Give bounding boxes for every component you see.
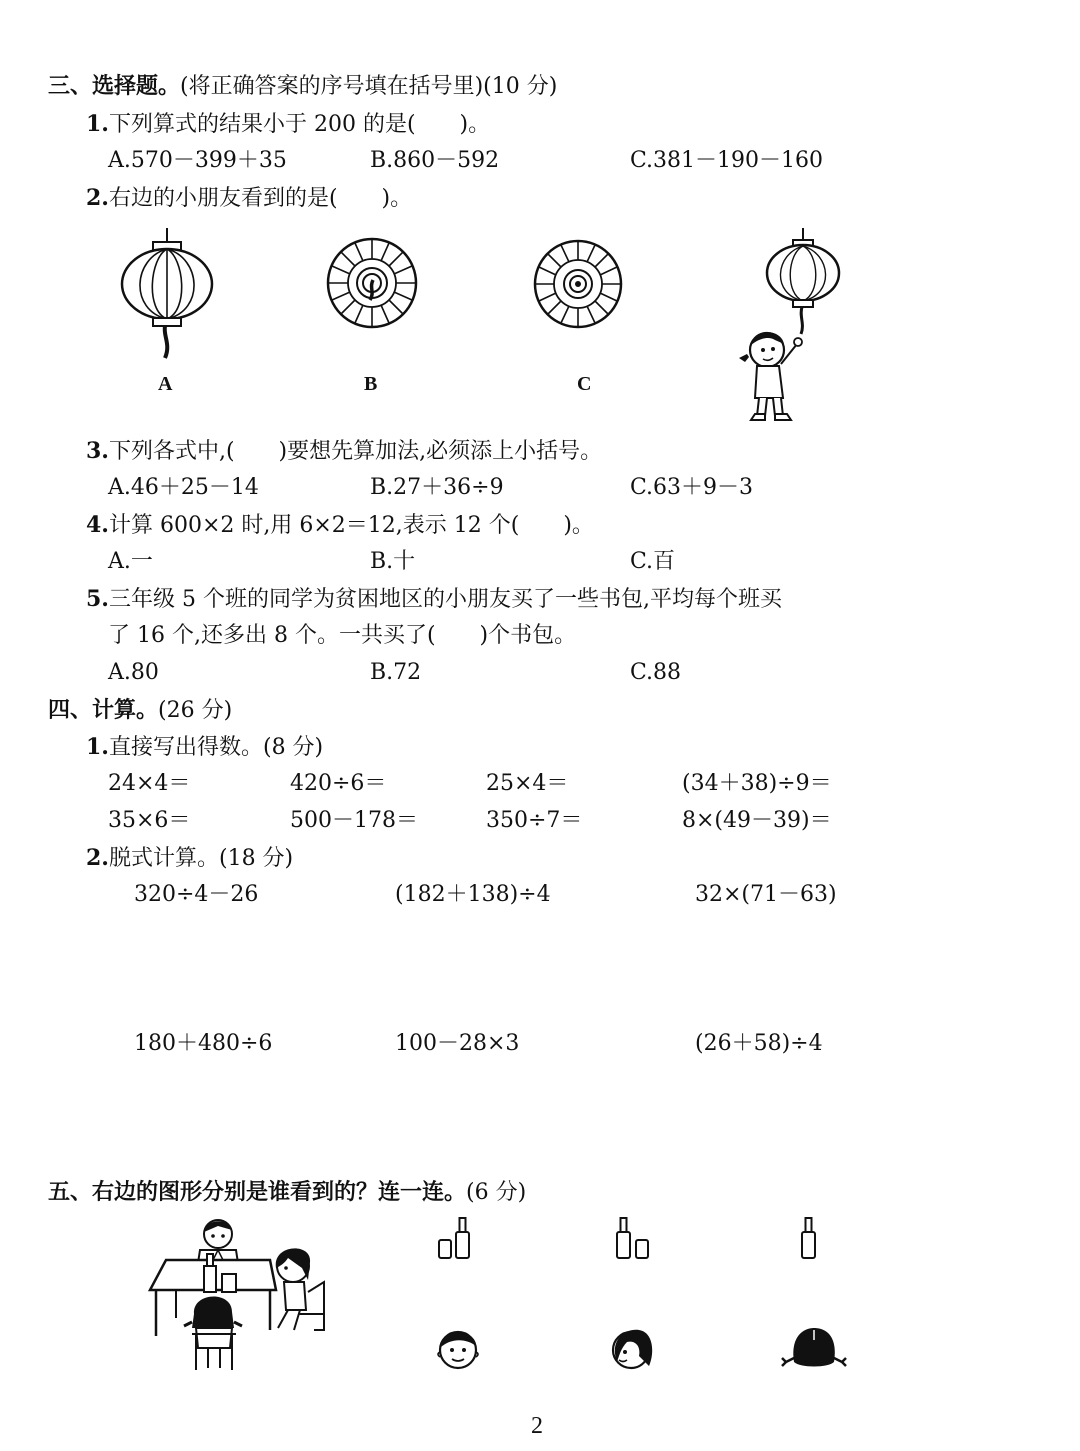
section5-score: (6 分) [466, 1180, 527, 1205]
stepwise-calc-3: 32×(71－63) [695, 882, 837, 907]
oral-calc-5: 35×6＝ [108, 808, 191, 833]
stepwise-calc-6: (26＋58)÷4 [695, 1031, 823, 1056]
q5-option-a[interactable]: A.80 [108, 660, 159, 685]
oral-calc-2: 420÷6＝ [290, 771, 387, 796]
table-scene-illustration [148, 1218, 328, 1373]
section4-score: (26 分) [158, 698, 233, 723]
girl-side-face-icon[interactable] [609, 1326, 655, 1372]
oral-calc-4: (34＋38)÷9＝ [682, 771, 832, 796]
part1-title: 直接写出得数。 [108, 735, 263, 760]
lantern-top-view-icon[interactable] [532, 238, 624, 330]
q1-option-b[interactable]: B.860－592 [370, 148, 500, 173]
stepwise-calc-2: (182＋138)÷4 [395, 882, 551, 907]
option-a-label: A [158, 373, 173, 395]
boy-face-icon[interactable] [436, 1326, 480, 1372]
question-4 [86, 511, 594, 540]
q5-option-b[interactable]: B.72 [370, 660, 422, 685]
question-3-text: 下列各式中,( )要想先算加法,必须添上小括号。 [108, 439, 603, 464]
q3-option-a[interactable]: A.46＋25－14 [108, 475, 259, 500]
oral-calc-8: 8×(49－39)＝ [682, 808, 832, 833]
oral-calc-3: 25×4＝ [486, 771, 569, 796]
stepwise-calc-4: 180＋480÷6 [134, 1031, 273, 1056]
question-5-line1: 三年级 5 个班的同学为贫困地区的小朋友买了一些书包,平均每个班买 [108, 587, 782, 612]
question-1-text: 下列算式的结果小于 200 的是( )。 [108, 112, 491, 137]
part1-number: 1. [86, 734, 109, 760]
option-b-label: B [364, 373, 378, 395]
section5-title: 五、右边的图形分别是谁看到的？连一连。 [48, 1179, 467, 1205]
oral-calc-1: 24×4＝ [108, 771, 191, 796]
q1-option-c[interactable]: C.381－190－160 [630, 148, 824, 173]
question-4-number: 4. [86, 512, 109, 538]
question-1 [86, 110, 490, 139]
section4-heading [48, 696, 232, 725]
oral-calc-6: 500－178＝ [290, 808, 418, 833]
q4-option-b[interactable]: B.十 [370, 549, 416, 574]
question-4-text: 计算 600×2 时,用 6×2＝12,表示 12 个( )。 [108, 513, 594, 538]
question-2-number: 2. [86, 185, 109, 211]
oral-calc-7: 350÷7＝ [486, 808, 583, 833]
part2-score: (18 分) [218, 846, 294, 871]
question-3-number: 3. [86, 438, 109, 464]
section4-title: 四、计算。 [48, 697, 159, 723]
part1-score: (8 分) [262, 735, 324, 760]
q3-option-c[interactable]: C.63＋9－3 [630, 475, 754, 500]
section3-heading [48, 72, 557, 101]
view-bottle-left-cup-right-icon[interactable] [614, 1216, 654, 1262]
q4-option-c[interactable]: C.百 [630, 549, 676, 574]
page-number: 2 [531, 1413, 543, 1439]
question-5-line2: 了 16 个,还多出 8 个。一共买了( )个书包。 [108, 623, 577, 648]
part2-title: 脱式计算。 [108, 846, 219, 871]
q5-option-c[interactable]: C.88 [630, 660, 682, 685]
view-bottle-only-icon[interactable] [796, 1216, 822, 1262]
part2-number: 2. [86, 845, 109, 871]
question-3 [86, 437, 602, 466]
section3-note: (将正确答案的序号填在括号里)(10 分) [180, 74, 558, 99]
q4-option-a[interactable]: A.一 [108, 549, 153, 574]
question-2-text: 右边的小朋友看到的是( )。 [108, 186, 413, 211]
girl-back-of-head-icon[interactable] [780, 1326, 848, 1372]
question-2 [86, 184, 412, 213]
section5-heading [48, 1178, 526, 1207]
q3-option-b[interactable]: B.27＋36÷9 [370, 475, 504, 500]
part2-heading [86, 844, 293, 873]
lantern-side-view-icon[interactable] [115, 228, 219, 360]
lantern-bottom-view-icon[interactable] [325, 236, 419, 330]
question-1-number: 1. [86, 111, 109, 137]
option-c-label: C [577, 373, 592, 395]
section3-title: 三、选择题。 [48, 73, 181, 99]
part1-heading [86, 733, 323, 762]
question-5 [86, 585, 782, 614]
child-holding-lantern-illustration [735, 228, 850, 428]
stepwise-calc-5: 100－28×3 [395, 1031, 520, 1056]
view-cup-left-bottle-right-icon[interactable] [436, 1216, 476, 1262]
stepwise-calc-1: 320÷4－26 [134, 882, 259, 907]
q1-option-a[interactable]: A.570－399＋35 [108, 148, 287, 173]
question-5-number: 5. [86, 586, 109, 612]
